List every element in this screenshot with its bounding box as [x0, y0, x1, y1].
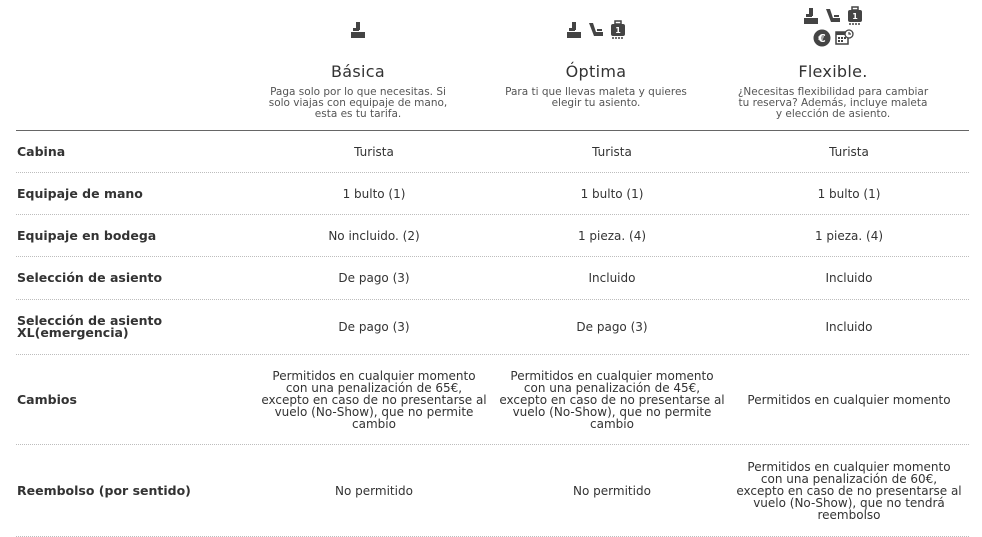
row-label: Cabina: [17, 143, 66, 159]
cell-flexible: Incluido: [825, 271, 873, 285]
cell-optima: 1 bulto (1): [580, 186, 644, 201]
cell-flexible: Incluido: [825, 320, 873, 334]
euro-icon: [812, 28, 832, 48]
cabin-bag-icon: [348, 20, 368, 40]
table-row-cambios: [16, 355, 969, 445]
plan-basica[interactable]: [239, 0, 477, 130]
cell-optima: Incluido: [588, 271, 636, 285]
fare-comparison-table: [16, 131, 969, 537]
cell-basica: No incluido. (2): [328, 228, 420, 243]
cell-optima: Permitidos en cualquier momento con una penalización de 45€, excepto en caso de no presentarse al vuelo (No-Show), que no permite cambio: [499, 368, 725, 431]
cell-flexible: 1 pieza. (4): [814, 228, 884, 243]
table-row-cabina: [16, 131, 969, 173]
plan-name: Óptima: [565, 62, 627, 81]
row-label: Selección de asiento XL(emergencia): [17, 313, 163, 340]
cell-basica: De pago (3): [338, 320, 410, 334]
row-label: Equipaje de mano: [17, 185, 143, 201]
cell-basica: Turista: [354, 144, 394, 159]
row-label: Selección de asiento: [17, 270, 163, 285]
row-label: Reembolso (por sentido): [17, 482, 191, 498]
cell-flexible: Turista: [829, 144, 869, 159]
table-row-seleccion-asiento-xl: [16, 300, 969, 355]
checked-bag-icon: [845, 6, 865, 26]
cell-flexible: 1 bulto (1): [817, 186, 881, 201]
table-row-equipaje-mano: [16, 173, 969, 215]
plan-icons: [477, 6, 715, 50]
cell-basica: 1 bulto (1): [342, 186, 406, 201]
checked-bag-icon: [608, 20, 628, 40]
seat-icon: [823, 6, 843, 26]
plan-name: Flexible.: [798, 62, 868, 81]
plan-description: ¿Necesitas flexibilidad para cambiar tu reserva? Además, incluye maleta y elección de asiento.: [737, 86, 929, 120]
cell-optima: 1 pieza. (4): [577, 228, 647, 243]
row-label: Cambios: [17, 391, 77, 407]
calendar-change-icon: [834, 28, 854, 48]
row-label: Equipaje en bodega: [17, 227, 157, 243]
cell-flexible: Permitidos en cualquier momento: [747, 392, 951, 407]
cabin-bag-icon: [564, 20, 584, 40]
cell-optima: De pago (3): [576, 320, 648, 334]
table-row-reembolso: [16, 445, 969, 537]
table-row-seleccion-asiento: [16, 257, 969, 300]
cabin-bag-icon: [801, 6, 821, 26]
cell-basica: No permitido: [335, 483, 413, 498]
cell-optima: Turista: [592, 144, 632, 159]
plan-name: Básica: [331, 62, 385, 81]
plan-flexible[interactable]: [714, 0, 952, 130]
plan-description: Para ti que llevas maleta y quieres elegir tu asiento.: [505, 86, 687, 109]
seat-icon: [586, 20, 606, 40]
plan-optima[interactable]: [477, 0, 715, 130]
cell-basica: De pago (3): [338, 271, 410, 285]
fare-plans-header: [16, 0, 969, 131]
cell-flexible: Permitidos en cualquier momento con una penalización de 60€, excepto en caso de no presentarse al vuelo (No-Show), que no tendrá reembolso: [736, 459, 962, 522]
cell-optima: No permitido: [573, 483, 651, 498]
plan-description: Paga solo por lo que necesitas. Si solo viajas con equipaje de mano, esta es tu tarifa.: [268, 86, 448, 120]
table-row-equipaje-bodega: [16, 215, 969, 257]
cell-basica: Permitidos en cualquier momento con una penalización de 65€, excepto en caso de no presentarse al vuelo (No-Show), que no permite cambio: [261, 368, 487, 431]
plan-icons: [714, 6, 952, 50]
plan-icons: [239, 6, 477, 50]
